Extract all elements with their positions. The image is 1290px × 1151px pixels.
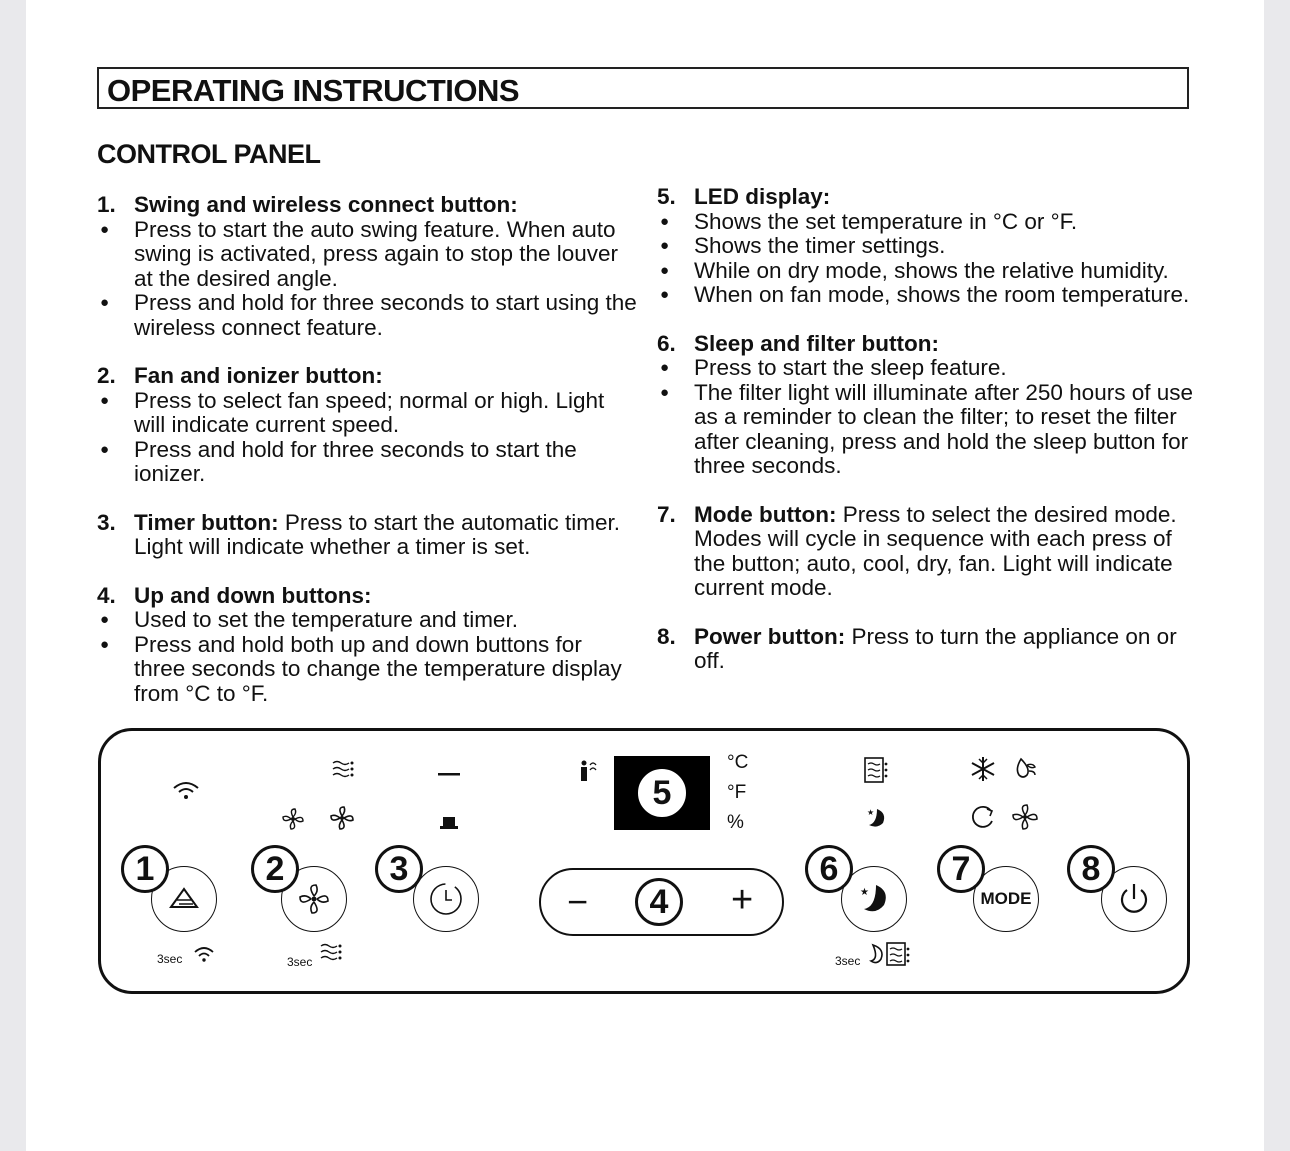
hold-label: 3sec	[835, 954, 861, 968]
header-box	[97, 67, 1189, 109]
control-panel-diagram	[98, 728, 1190, 994]
up-down-buttons	[539, 868, 784, 936]
item-number: 8.	[657, 623, 676, 649]
celsius-unit: °C	[727, 752, 749, 773]
instruction-item-3	[97, 511, 637, 560]
filter-icon	[885, 941, 911, 967]
fan-icon	[329, 805, 355, 831]
badge-5: 5	[638, 769, 686, 817]
item-number: 1.	[97, 192, 116, 217]
up-button[interactable]: +	[731, 879, 754, 921]
timer-off-indicator	[437, 771, 461, 777]
item-number: 7.	[657, 501, 676, 527]
hold-label: 3sec	[157, 952, 183, 966]
item-title: Power button:	[694, 623, 846, 649]
badge-2: 2	[251, 845, 299, 893]
item-paragraph	[134, 511, 637, 560]
item-paragraph	[694, 625, 1197, 674]
mode-label: MODE	[980, 889, 1032, 908]
filter-icon	[863, 756, 889, 784]
item-number: 6.	[657, 330, 676, 356]
instruction-item-2	[97, 364, 637, 487]
bullet-item: ● Press and hold for three seconds to start the ionizer.	[134, 438, 637, 487]
badge-4: 4	[635, 878, 683, 926]
item-title: Fan and ionizer button:	[134, 363, 383, 388]
bullet-list	[694, 356, 1197, 479]
timer-icon	[428, 881, 464, 917]
bullet-list	[694, 210, 1197, 308]
bullet-item: ● When on fan mode, shows the room temperature.	[694, 283, 1197, 308]
bullet-item: ● Press to select fan speed; normal or high. Light will indicate current speed.	[134, 389, 637, 438]
bullet-item: ● The filter light will illuminate after 250 hours of use as a reminder to clean the filter; to reset the filter after cleaning, press and hold the sleep button for three seconds.	[694, 381, 1197, 479]
item-number: 2.	[97, 363, 116, 388]
fan-icon	[1011, 803, 1039, 831]
down-button[interactable]: −	[567, 881, 589, 922]
instruction-item-4	[97, 584, 637, 707]
svg-text:★: ★	[860, 887, 869, 898]
power-icon	[1116, 881, 1152, 917]
item-title: Swing and wireless connect button:	[134, 192, 518, 217]
badge-6: 6	[805, 845, 853, 893]
item-number: 3.	[97, 509, 116, 535]
auto-icon	[969, 803, 997, 831]
ionizer-icon	[319, 941, 343, 965]
swing-icon	[167, 885, 201, 913]
instruction-item-5	[657, 185, 1197, 308]
percent-unit: %	[727, 812, 744, 833]
timer-indicator-icon	[439, 815, 459, 831]
bullet-item: ● Press to start the sleep feature.	[694, 356, 1197, 381]
sleep-icon	[869, 943, 885, 965]
left-column	[97, 193, 637, 730]
wifi-icon	[193, 945, 215, 963]
bullet-item: ● Press and hold both up and down buttons for three seconds to change the temperature display from °C to °F.	[134, 633, 637, 707]
bullet-item: ● While on dry mode, shows the relative humidity.	[694, 259, 1197, 284]
item-text: Press to select the desired mode. Modes will cycle in sequence with each press of the button; auto, cool, dry, fan. Light will indicate current mode.	[694, 501, 1177, 600]
wifi-icon	[171, 779, 201, 801]
item-title: Sleep and filter button:	[694, 330, 939, 356]
instruction-item-6	[657, 332, 1197, 479]
fan-icon	[281, 807, 305, 831]
item-number: 5.	[657, 184, 676, 209]
badge-3: 3	[375, 845, 423, 893]
sleep-icon	[856, 881, 892, 917]
item-number: 4.	[97, 582, 116, 608]
bullet-item: ● Press to start the auto swing feature. When auto swing is activated, press again to stop the louver at the desired angle.	[134, 218, 637, 292]
instruction-item-1	[97, 193, 637, 340]
item-title: Up and down buttons:	[134, 582, 372, 608]
dry-icon	[1011, 755, 1039, 783]
item-text: Press to start the automatic timer. Light will indicate whether a timer is set.	[134, 509, 620, 559]
instruction-item-8	[657, 625, 1197, 674]
bullet-item: ● Used to set the temperature and timer.	[134, 608, 637, 633]
bullet-item: ● Shows the timer settings.	[694, 234, 1197, 259]
page-title: OPERATING INSTRUCTIONS	[107, 73, 520, 108]
svg-text:★: ★	[867, 808, 875, 817]
item-title: LED display:	[694, 184, 831, 209]
ionizer-icon	[331, 759, 355, 781]
led-display	[614, 756, 710, 830]
humidity-person-icon	[577, 759, 601, 783]
sleep-icon	[863, 805, 889, 831]
badge-7: 7	[937, 845, 985, 893]
instruction-item-7	[657, 503, 1197, 601]
bullet-item: ● Shows the set temperature in °C or °F.	[694, 210, 1197, 235]
section-title: CONTROL PANEL	[97, 139, 321, 169]
fahrenheit-unit: °F	[727, 782, 747, 803]
bullet-item: ● Press and hold for three seconds to start using the wireless connect feature.	[134, 291, 637, 340]
item-title: Timer button:	[134, 509, 279, 535]
bullet-list	[134, 218, 637, 341]
bullet-list	[134, 389, 637, 487]
item-title: Mode button:	[694, 501, 837, 527]
hold-label: 3sec	[287, 955, 313, 969]
item-text: Press to turn the appliance on or off.	[694, 623, 1177, 673]
right-column	[657, 185, 1197, 698]
snowflake-icon	[969, 755, 997, 783]
timer-button[interactable]	[413, 866, 479, 932]
item-paragraph	[694, 503, 1197, 601]
badge-1: 1	[121, 845, 169, 893]
badge-8: 8	[1067, 845, 1115, 893]
bullet-list	[134, 608, 637, 706]
fan-icon	[297, 882, 331, 916]
